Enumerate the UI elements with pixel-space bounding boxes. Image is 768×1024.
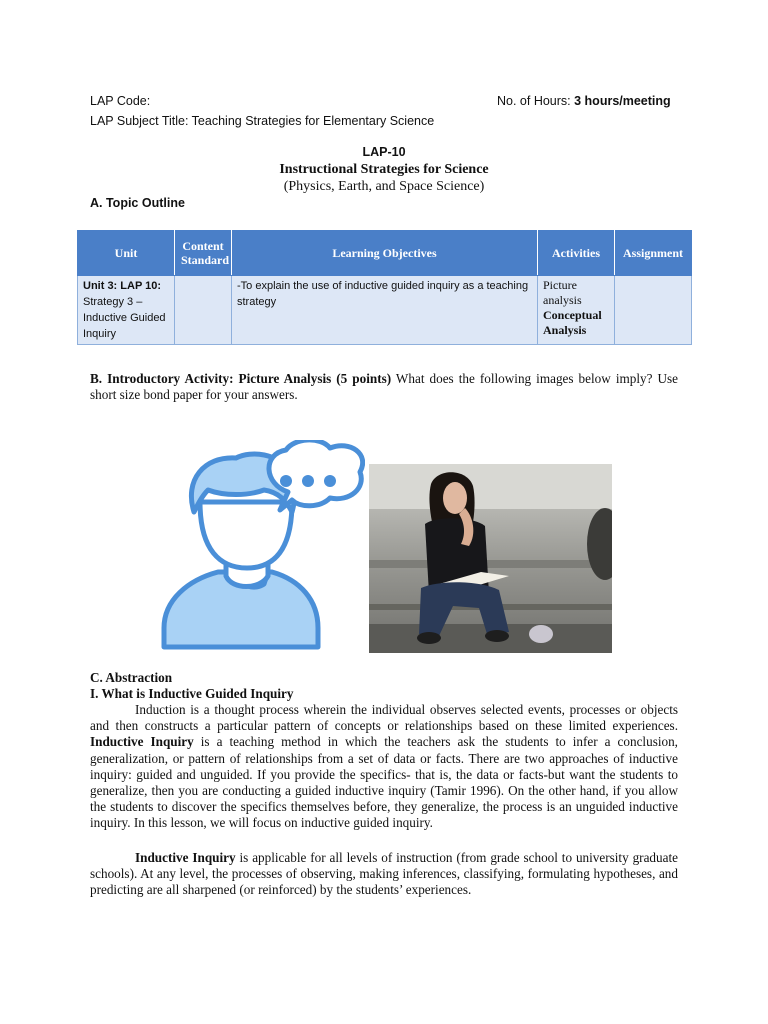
activities-cell: [538, 276, 615, 345]
abstraction-paragraph-2: [90, 850, 678, 899]
hours-line: [497, 94, 671, 108]
p1-text-a: Induction is a thought process wherein the individual observes selected events, processes or objects and then constructs a particular pattern of concepts or relationships based on these limited experiences.: [90, 702, 678, 734]
activity-picture-analysis: Picture analysis: [543, 278, 582, 307]
p2-bold-term: Inductive Inquiry: [135, 850, 236, 865]
abstraction-paragraph-1: [90, 702, 678, 832]
topic-outline-table: [77, 230, 692, 345]
p1-bold-term: Inductive Inquiry: [90, 734, 194, 750]
col-header-assignment: Assignment: [615, 231, 692, 276]
abstraction-heading: C. Abstraction: [90, 670, 173, 685]
p2-text: is applicable for all levels of instruction (from grade school to university graduate schools). At any level, the processes of observing, making inferences, classifying, formulating hypotheses, and predicting are all sharpened (or reinforced) by the students’ experiences.: [90, 850, 678, 898]
girl-reading-photo: [369, 464, 612, 653]
unit-cell: [78, 276, 175, 345]
intro-activity-text: What does the following images below imply? Use short size bond paper for your answers.: [90, 371, 678, 403]
lap-number: LAP-10: [362, 145, 406, 159]
unit-description: Strategy 3 – Inductive Guided Inquiry: [83, 296, 166, 340]
objectives-cell: -To explain the use of inductive guided inquiry as a teaching strategy: [232, 276, 538, 345]
intro-activity-heading: B. Introductory Activity: Picture Analysis (5 points): [90, 371, 392, 386]
hours-value: 3 hours/meeting: [574, 94, 671, 108]
col-header-content-standard: Content Standard: [175, 231, 232, 276]
unit-label: Unit 3: LAP 10:: [83, 280, 162, 292]
table-row: [78, 276, 692, 345]
page-title: Instructional Strategies for Science: [279, 162, 489, 177]
hours-label: No. of Hours:: [497, 94, 571, 108]
introductory-activity: [90, 371, 678, 403]
page-subtitle: (Physics, Earth, and Space Science): [283, 179, 485, 194]
assignment-cell: [615, 276, 692, 345]
col-header-unit: Unit: [78, 231, 175, 276]
thinking-person-icon: [160, 440, 365, 652]
col-header-learning-objectives: Learning Objectives: [232, 231, 538, 276]
activity-conceptual-analysis: Conceptual Analysis: [543, 308, 602, 337]
p1-text-b: is a teaching method in which the teachers ask the students to infer a conclusion, generalization, or pattern of relationships from a set of data or facts. There are two approaches of inductive inquiry: guided and unguided. If you provide the specifics- that is, the data or facts-but want the students to generalize, then you are conducting a guided inductive inquiry (Tamir 1996). On the other hand, if you allow the students to discover the specifics themselves before, they generalize, the process is an unguided inductive inquiry. In this lesson, we will focus on inductive guided inquiry.: [90, 734, 678, 831]
content-standard-cell: [175, 276, 232, 345]
inductive-inquiry-subheading: I. What is Inductive Guided Inquiry: [90, 686, 294, 701]
topic-outline-heading: A. Topic Outline: [90, 196, 185, 210]
table-header-row: [78, 231, 692, 276]
subject-title: LAP Subject Title: Teaching Strategies for Elementary Science: [90, 114, 435, 128]
lap-code-label: LAP Code:: [90, 94, 151, 108]
col-header-activities: Activities: [538, 231, 615, 276]
